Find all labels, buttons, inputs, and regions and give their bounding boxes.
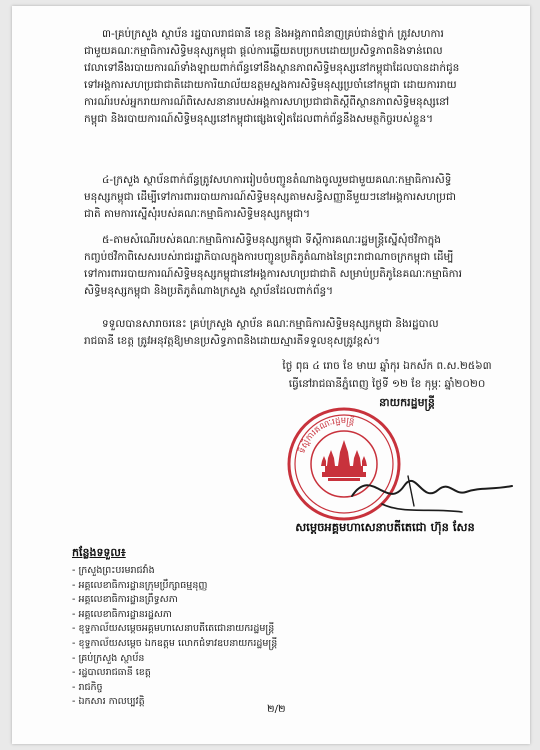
list-item: - អគ្គលេខាធិការដ្ឋានរដ្ឋសភា <box>72 608 172 620</box>
paragraph-5: ៥-តាមសំណើរបស់គណៈកម្មាធិការសិទ្ធិមនុស្សកម្ពុជា ទីស្តីការគណៈរដ្ឋមន្ត្រីស្នើសុំថវិកាក្នុងកញ្ចប់ថវិកាពិសេសរបស់រាជរដ្ឋាភិបាលក្នុងការបញ្ជូនប្រតិភូតំណាងនៃព្រះរាជាណាចក្រកម្ពុជា ដើម្បីទៅការពាររបាយការណ៍សិទ្ធិមនុស្សកម្ពុជានៅអង្គការសហប្រជាជាតិ សម្រាប់ប្រតិភូនៃគណៈកម្មាធិការសិទ្ធិមនុស្សកម្ពុជា និងប្រតិភូតំណាងក្រសួង ស្ថាប័នដែលពាក់ព័ន្ធ។ <box>84 234 462 297</box>
list-item: - រដ្ឋបាលរាជធានី ខេត្ត <box>72 667 151 679</box>
paragraph-closing: ទទួលបានសារាចរនេះ គ្រប់ក្រសួង ស្ថាប័ន គណៈកម្មាធិការសិទ្ធិមនុស្សកម្ពុជា និងរដ្ឋបាលរាជធានី ខេត្ត ត្រូវអនុវត្តឱ្យមានប្រសិទ្ធភាពនិងដោយស្មារតីទទួលខុសត្រូវខ្ពស់។ <box>84 318 439 347</box>
recipients-title: កន្លែងទទួល៖ <box>72 546 126 559</box>
signatory-title: នាយករដ្ឋមន្ត្រី <box>379 396 435 409</box>
list-item: - គ្រប់ក្រសួង ស្ថាប័ន <box>72 652 145 664</box>
page-number: ២/២ <box>267 704 286 715</box>
list-item: - ខុទ្ទកាល័យសម្តេច ឯកឧត្តម លោកជំទាវឧបនាយករដ្ឋមន្ត្រី <box>72 637 278 649</box>
paragraph-3: ៣-គ្រប់ក្រសួង ស្ថាប័ន រដ្ឋបាលរាជធានី ខេត្ត និងអង្គភាពជំនាញគ្រប់ជាន់ថ្នាក់ ត្រូវសហការជាមួយគណៈកម្មាធិការសិទ្ធិមនុស្សកម្ពុជា ផ្តល់ការឆ្លើយតបប្រកបដោយប្រសិទ្ធភាពនិងទាន់ពេលវេលាទៅនឹងរបាយការណ៍ទាំងឡាយពាក់ព័ន្ធទៅនឹងស្ថានភាពសិទ្ធិមនុស្សនៅកម្ពុជាដែលបានដាក់ជូនទៅអង្គការសហប្រជាជាតិដោយការិយាល័យឧត្តមស្នងការសិទ្ធិមនុស្សប្រចាំនៅកម្ពុជា ដោយការរាយការណ៍របស់អ្នករាយការណ៍ពិសេសនានារបស់អង្គការសហប្រជាជាតិស្តីពីស្ថានភាពសិទ្ធិមនុស្សនៅកម្ពុជា និងរបាយការណ៍សិទ្ធិមនុស្សនៅកម្ពុជាផ្សេងទៀតដែលពាក់ព័ន្ធនឹងសមត្ថកិច្ចរបស់ខ្លួន។ <box>84 28 460 125</box>
list-item: - ក្រសួងព្រះបរមរាជវាំង <box>72 565 155 576</box>
recipients-list <box>72 564 332 710</box>
signatory-name: សម្តេចអគ្គមហាសេនាបតីតេជោ ហ៊ុន សែន <box>295 520 475 534</box>
document-page <box>12 6 530 744</box>
list-item: - អគ្គលេខាធិការដ្ឋានក្រុមប្រឹក្សាធម្មនុញ្ញ <box>72 579 208 591</box>
list-item: - រាជកិច្ច <box>72 681 103 693</box>
list-item: - ឯកសារ កាលប្បវត្តិ <box>72 696 145 708</box>
list-item: - ខុទ្ទកាល័យសម្តេចអគ្គមហាសេនាបតីតេជោនាយករដ្ឋមន្ត្រី <box>72 623 275 635</box>
handwritten-signature <box>342 456 522 526</box>
seal-ring-text: ទីស្តីការគណៈរដ្ឋមន្ត្រី <box>297 415 356 455</box>
paragraph-4: ៤-ក្រសួង ស្ថាប័នពាក់ព័ន្ធត្រូវសហការរៀបចំបញ្ជូនតំណាងចូលរួមជាមួយគណៈកម្មាធិការសិទ្ធិមនុស្សកម្ពុជា ដើម្បីទៅការពាររបាយការណ៍សិទ្ធិមនុស្សតាមសន្ធិសញ្ញានីមួយៗនៅអង្គការសហប្រជាជាតិ តាមការស្នើសុំរបស់គណៈកម្មាធិការសិទ្ធិមនុស្សកម្ពុជា។ <box>84 174 456 220</box>
date-lunar: ថ្ងៃ ពុធ ៤ រោច ខែ មាឃ ឆ្នាំកុរ ឯកស័ក ព.ស.២៥៦៣ <box>282 360 492 372</box>
list-item: - អគ្គលេខាធិការដ្ឋានព្រឹទ្ធសភា <box>72 594 178 606</box>
date-solar: ធ្វើនៅរាជធានីភ្នំពេញ ថ្ងៃទី ១២ ខែ កុម្ភៈ ឆ្នាំ២០២០ <box>288 378 486 390</box>
